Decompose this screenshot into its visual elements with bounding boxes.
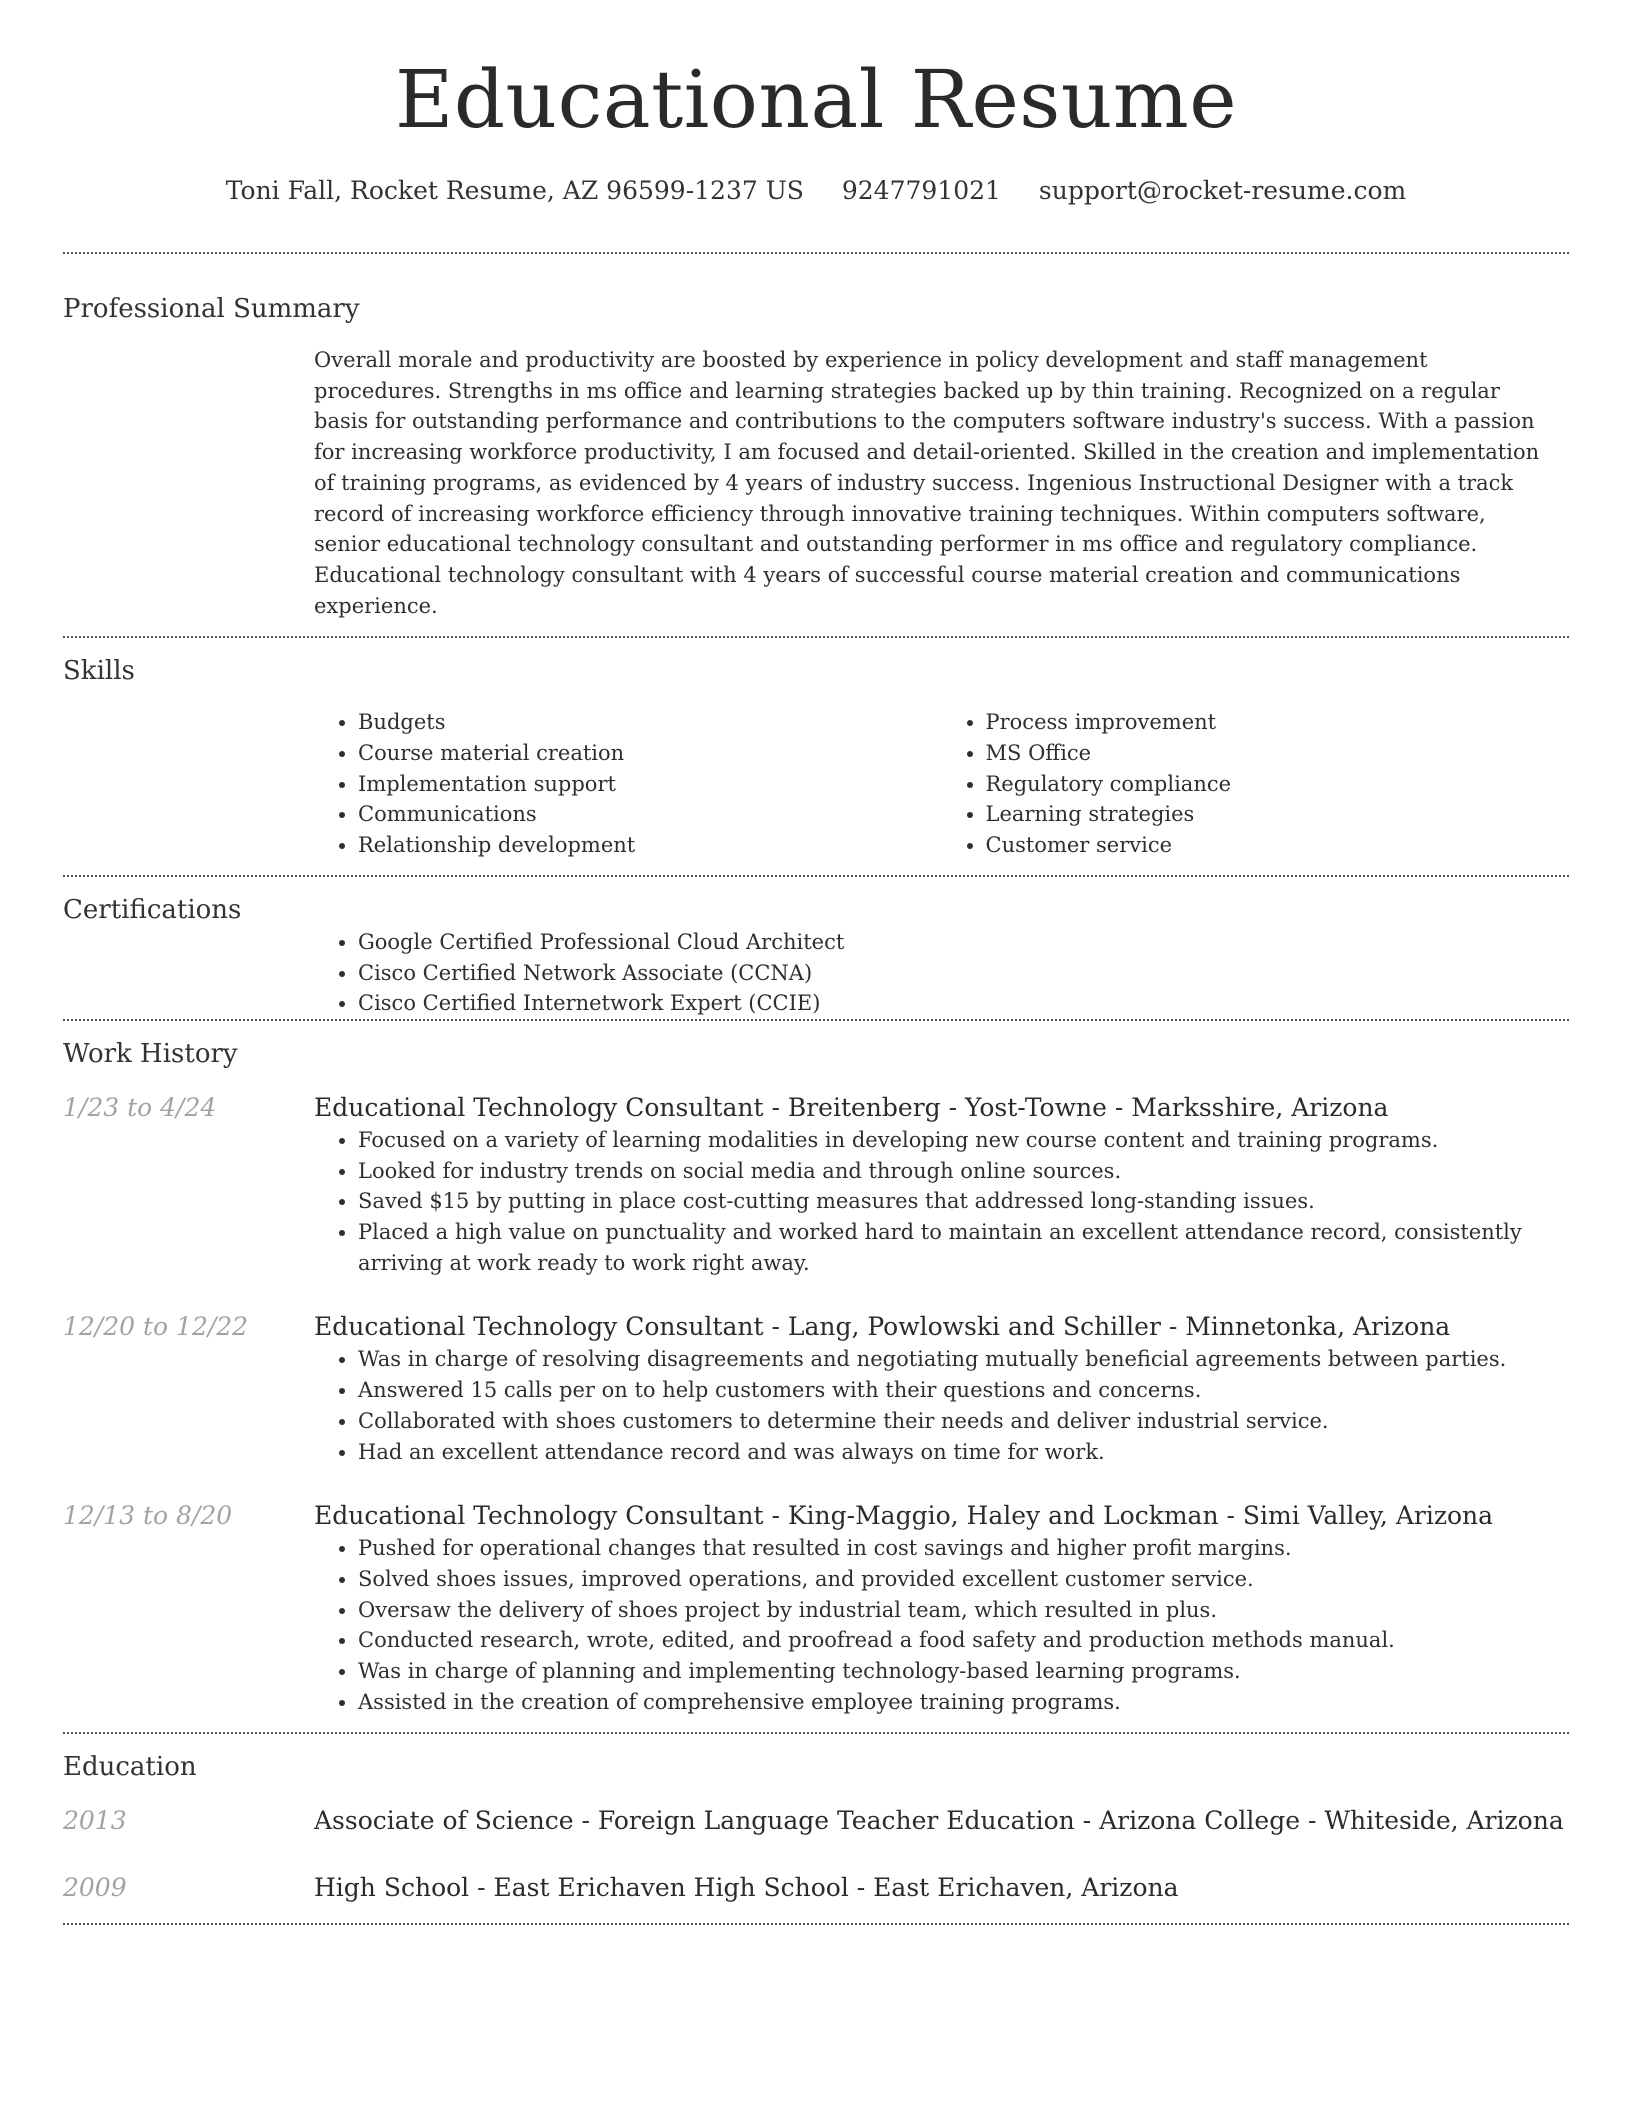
contact-phone: 9247791021	[841, 176, 1001, 205]
skill-item: • Regulatory compliance	[986, 769, 1570, 800]
skills-heading: Skills	[63, 656, 135, 687]
certification-item: • Google Certified Professional Cloud Architect	[358, 927, 1569, 958]
education-title: Associate of Science - Foreign Language Teacher Education - Arizona College - Whiteside, Arizona	[314, 1805, 1564, 1835]
job-bullet: • Looked for industry trends on social media and through online sources.	[358, 1156, 1569, 1187]
skills-column-right	[942, 707, 1570, 861]
education-year: 2013	[63, 1805, 127, 1835]
education-heading: Education	[63, 1751, 197, 1782]
job-bullet: • Was in charge of resolving disagreements and negotiating mutually beneficial agreements between parties.	[358, 1344, 1569, 1375]
job-bullet: • Assisted in the creation of comprehensive employee training programs.	[358, 1687, 1569, 1718]
divider	[63, 1732, 1569, 1734]
job-title: Educational Technology Consultant - Breitenberg - Yost-Towne - Marksshire, Arizona	[314, 1092, 1389, 1122]
certifications-list	[314, 927, 1569, 1019]
skill-item: • Budgets	[358, 707, 942, 738]
summary-text: Overall morale and productivity are boosted by experience in policy development and staff management procedures. Strengths in ms office and learning strategies backed up by thin training. Recognized on a regular basis for outstanding performance and contributions to the computers software industry's success. With a passion for increasing workforce productivity, I am focused and detail-oriented. Skilled in the creation and implementation of training programs, as evidenced by 4 years of industry success. Ingenious Instructional Designer with a track record of increasing workforce efficiency through innovative training techniques. Within computers software, senior educational technology consultant and outstanding performer in ms office and regulatory compliance. Educational technology consultant with 4 years of successful course material creation and communications experience.	[314, 348, 1540, 618]
job-bullet: • Placed a high value on punctuality and worked hard to maintain an excellent attendance record, consistently arriving at work ready to work right away.	[358, 1217, 1569, 1278]
divider	[63, 252, 1569, 254]
job-bullet: • Answered 15 calls per on to help customers with their questions and concerns.	[358, 1375, 1569, 1406]
job-title: Educational Technology Consultant - Lang, Powlowski and Schiller - Minnetonka, Arizona	[314, 1312, 1451, 1342]
job-bullet: • Was in charge of planning and implementing technology-based learning programs.	[358, 1656, 1569, 1687]
job-dates: 12/20 to 12/22	[63, 1312, 249, 1342]
skills-column-left	[314, 707, 942, 861]
skill-item: • Process improvement	[986, 707, 1570, 738]
job-bullets	[314, 1533, 1569, 1717]
divider	[63, 636, 1569, 638]
job-bullet: • Collaborated with shoes customers to determine their needs and deliver industrial service.	[358, 1406, 1569, 1437]
education-year: 2009	[63, 1872, 127, 1902]
education-entry	[63, 1804, 1569, 1838]
divider	[63, 1923, 1569, 1925]
skill-item: • Relationship development	[358, 830, 942, 861]
job-bullet: • Solved shoes issues, improved operations, and provided excellent customer service.	[358, 1564, 1569, 1595]
job-bullets	[314, 1344, 1569, 1467]
education-title: High School - East Erichaven High School - East Erichaven, Arizona	[314, 1872, 1179, 1902]
skill-item: • Customer service	[986, 830, 1570, 861]
certification-item: • Cisco Certified Internetwork Expert (CCIE)	[358, 988, 1569, 1019]
resume-title: Educational Resume	[394, 53, 1238, 146]
job-bullet: • Oversaw the delivery of shoes project by industrial team, which resulted in plus.	[358, 1595, 1569, 1626]
work-history-heading: Work History	[63, 1038, 238, 1069]
contact-line	[63, 174, 1569, 208]
job-dates: 1/23 to 4/24	[63, 1092, 217, 1122]
skill-item: • Learning strategies	[986, 799, 1570, 830]
education-entry	[63, 1871, 1569, 1905]
job-entry	[63, 1499, 1569, 1717]
contact-address: Toni Fall, Rocket Resume, AZ 96599-1237 US	[225, 176, 804, 205]
summary-heading: Professional Summary	[63, 294, 360, 324]
job-entry	[63, 1091, 1569, 1279]
certifications-heading: Certifications	[63, 894, 242, 925]
skill-item: • Communications	[358, 799, 942, 830]
job-bullet: • Pushed for operational changes that resulted in cost savings and higher profit margins.	[358, 1533, 1569, 1564]
skill-item: • MS Office	[986, 738, 1570, 769]
job-title: Educational Technology Consultant - King-Maggio, Haley and Lockman - Simi Valley, Arizona	[314, 1501, 1494, 1531]
skills-list	[314, 707, 1569, 861]
divider	[63, 1019, 1569, 1021]
certification-item: • Cisco Certified Network Associate (CCNA)	[358, 958, 1569, 989]
job-bullet: • Conducted research, wrote, edited, and proofread a food safety and production methods manual.	[358, 1625, 1569, 1656]
skill-item: • Course material creation	[358, 738, 942, 769]
job-dates: 12/13 to 8/20	[63, 1501, 233, 1531]
job-bullet: • Focused on a variety of learning modalities in developing new course content and training programs.	[358, 1125, 1569, 1156]
job-bullets	[314, 1125, 1569, 1279]
skill-item: • Implementation support	[358, 769, 942, 800]
job-bullet: • Had an excellent attendance record and was always on time for work.	[358, 1437, 1569, 1468]
job-bullet: • Saved $15 by putting in place cost-cutting measures that addressed long-standing issues.	[358, 1186, 1569, 1217]
contact-email: support@rocket-resume.com	[1038, 176, 1407, 205]
job-entry	[63, 1310, 1569, 1467]
divider	[63, 875, 1569, 877]
